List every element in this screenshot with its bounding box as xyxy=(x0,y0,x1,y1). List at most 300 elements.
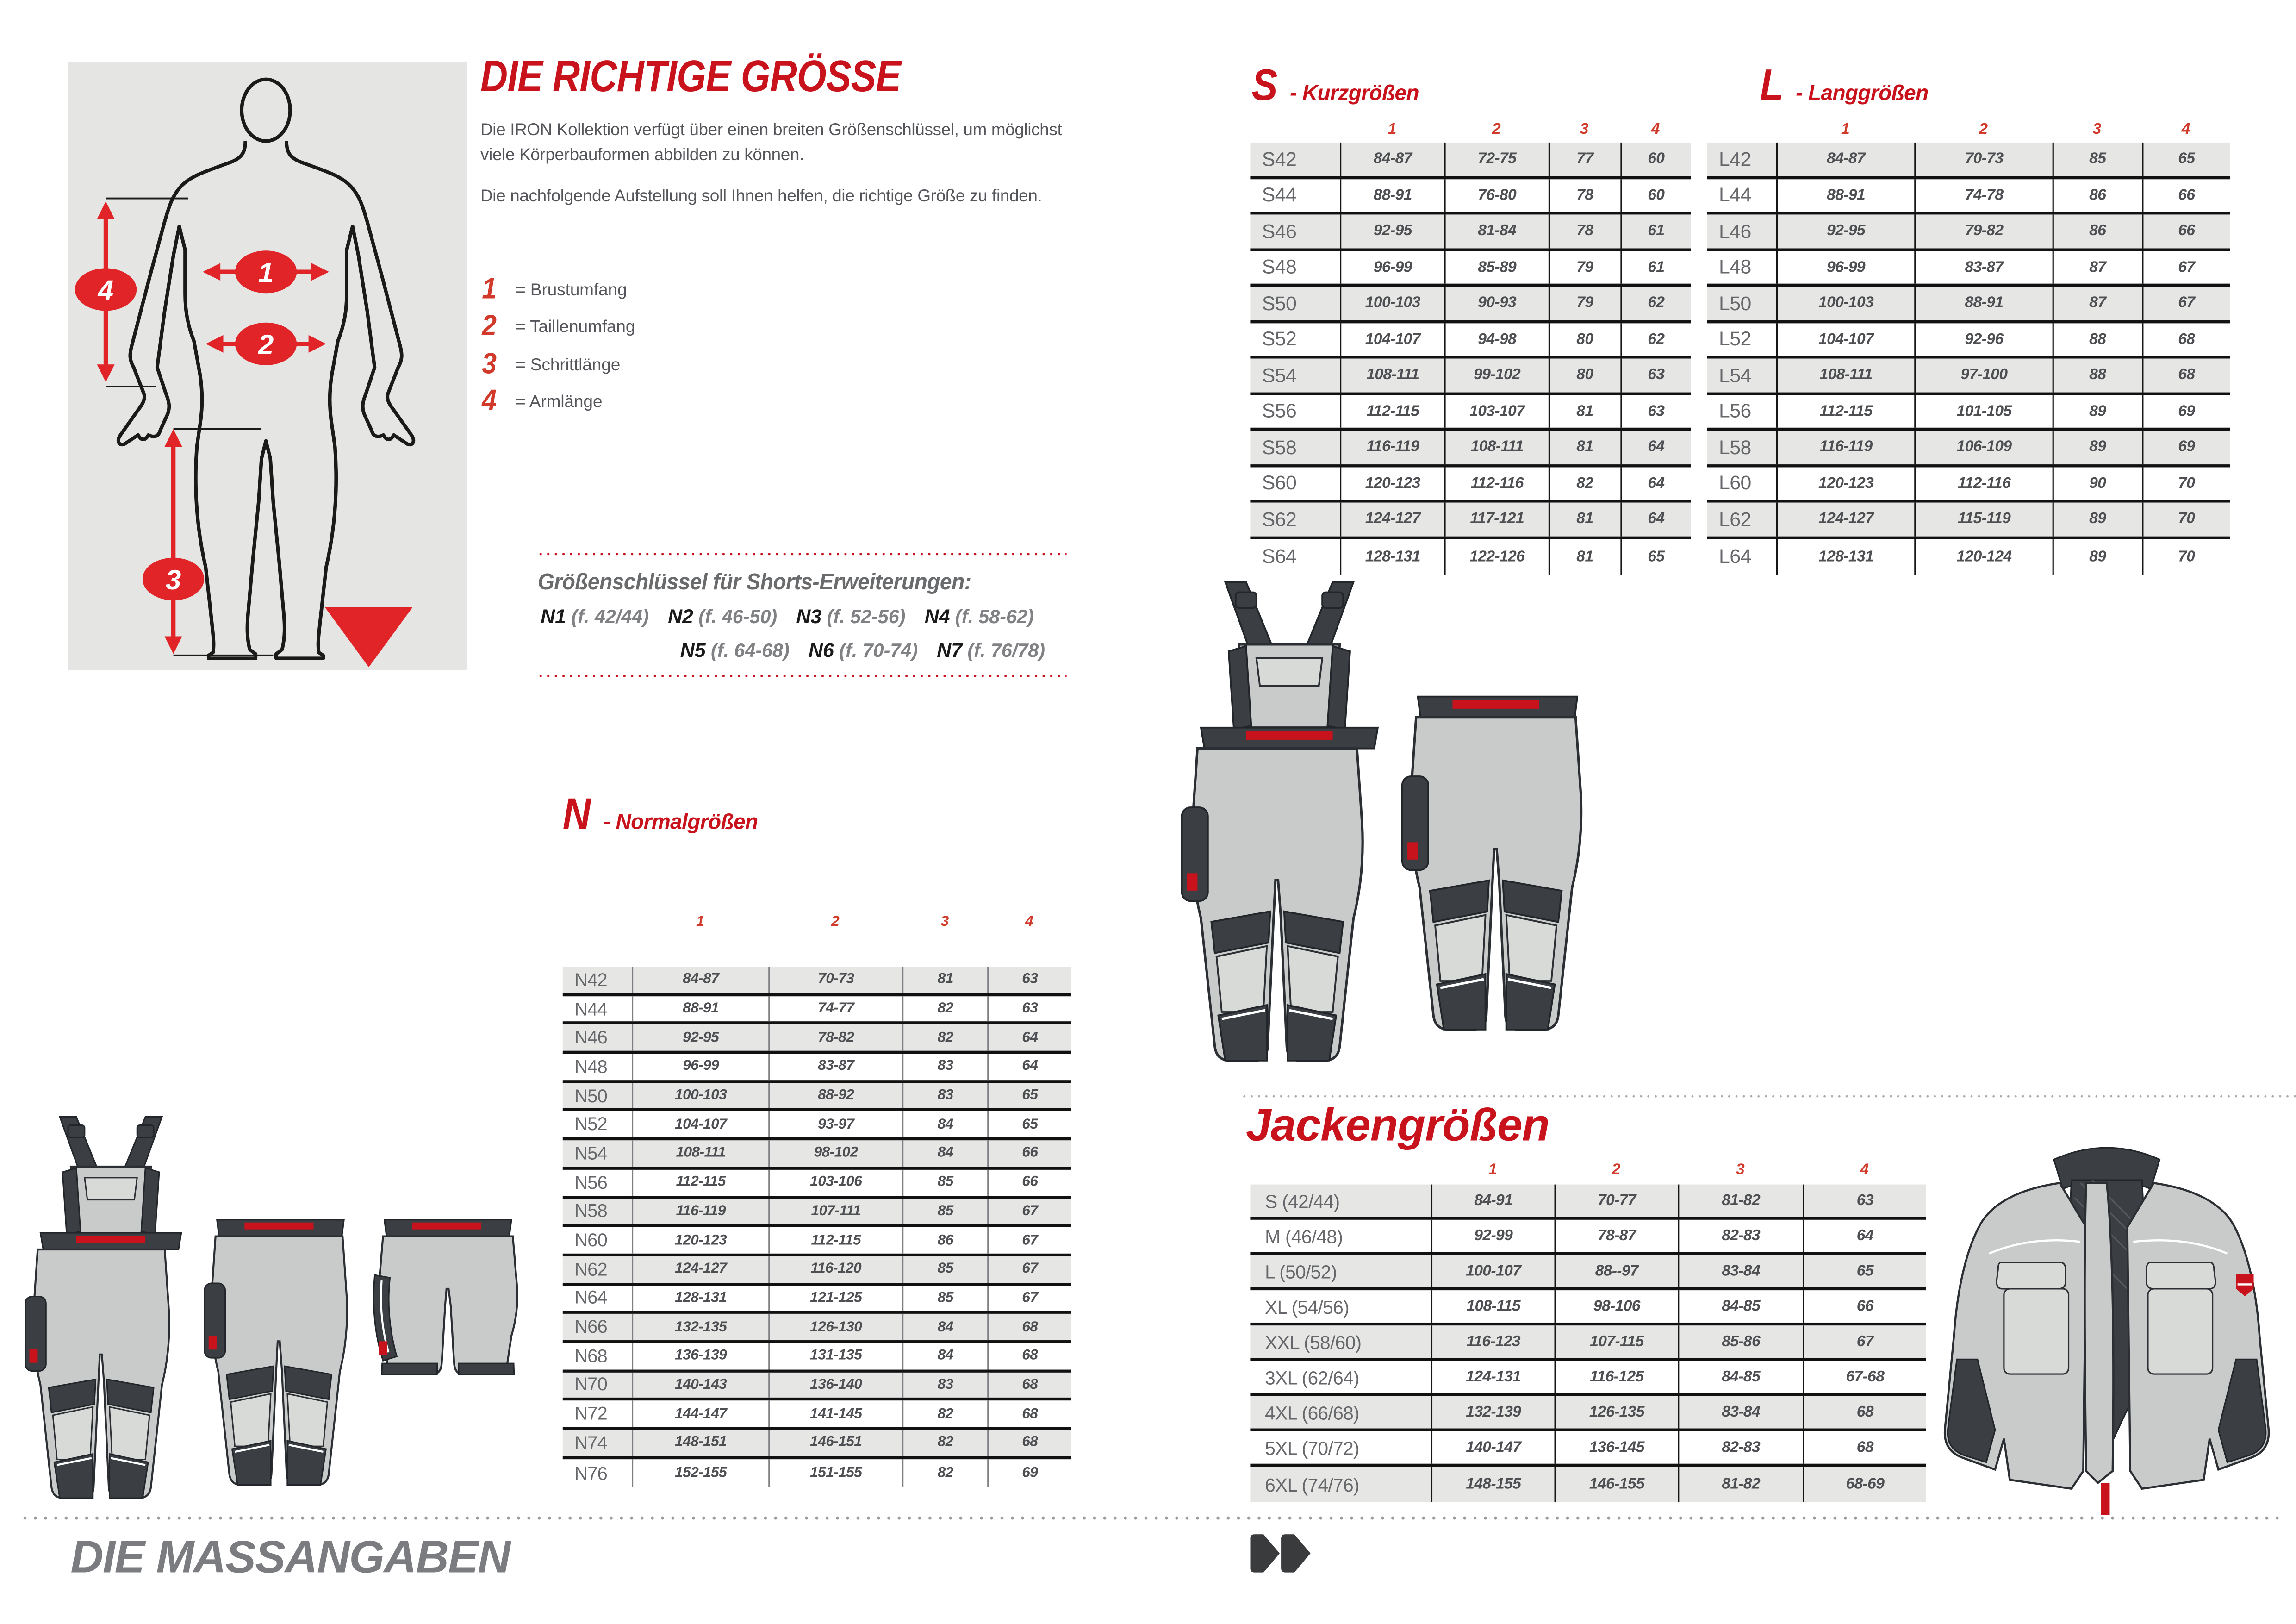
size-value: 98-102 xyxy=(768,1141,902,1167)
size-value: 67 xyxy=(2141,250,2230,283)
legend-item xyxy=(480,385,635,418)
size-label: 3XL (62/64) xyxy=(1265,1366,1359,1388)
size-value: 131-135 xyxy=(768,1343,902,1369)
table-row xyxy=(1250,323,1691,359)
legend-label: = Schrittlänge xyxy=(516,355,621,374)
size-value: 103-107 xyxy=(1444,394,1548,427)
size-value: 63 xyxy=(987,996,1071,1022)
size-value: 74-77 xyxy=(768,996,902,1022)
table-name: - Normalgrößen xyxy=(603,811,758,835)
size-value: 103-106 xyxy=(768,1169,902,1195)
size-value: 112-116 xyxy=(1444,467,1548,500)
table-row xyxy=(1707,143,2230,179)
size-value: 78 xyxy=(1549,214,1620,247)
legend-number: 4 xyxy=(482,385,497,418)
size-value: 141-145 xyxy=(768,1401,902,1427)
size-label: N50 xyxy=(574,1085,608,1106)
column-header: 1 xyxy=(696,914,704,931)
column-header: 2 xyxy=(1979,120,1988,138)
size-value: 115-119 xyxy=(1914,503,2052,536)
size-value: 79 xyxy=(1549,250,1620,283)
size-label: N62 xyxy=(574,1259,608,1280)
size-value: 82 xyxy=(902,996,987,1022)
table-row xyxy=(1707,214,2230,250)
size-label: S52 xyxy=(1262,328,1297,350)
size-value: 108-111 xyxy=(632,1141,768,1167)
size-value: 152-155 xyxy=(632,1459,768,1487)
size-value: 70 xyxy=(2141,503,2230,536)
size-value: 85 xyxy=(902,1199,987,1224)
size-label: S64 xyxy=(1262,545,1297,568)
size-label: 6XL (74/76) xyxy=(1265,1473,1359,1495)
size-value: 112-115 xyxy=(1776,394,1914,427)
size-value: 69 xyxy=(2141,394,2230,427)
size-value: 96-99 xyxy=(632,1054,768,1080)
size-value: 65 xyxy=(1620,538,1691,575)
legend-label: = Brustumfang xyxy=(516,280,627,299)
size-value: 86 xyxy=(2053,179,2141,212)
size-value: 82-83 xyxy=(1678,1431,1803,1464)
badge-4-number: 4 xyxy=(98,274,114,306)
size-value: 84-85 xyxy=(1678,1290,1803,1323)
size-value: 80 xyxy=(1549,323,1620,356)
size-label: XXL (58/60) xyxy=(1265,1330,1362,1353)
size-value: 108-111 xyxy=(1444,431,1548,463)
size-value: 77 xyxy=(1549,143,1620,175)
size-value: 126-135 xyxy=(1555,1396,1678,1429)
illustration-bib-overall-and-trousers xyxy=(1176,576,1602,1090)
size-value: 120-124 xyxy=(1914,538,2052,575)
size-value: 78 xyxy=(1549,179,1620,212)
table-row xyxy=(1250,503,1691,539)
size-value: 98-106 xyxy=(1555,1290,1678,1323)
column-header: 2 xyxy=(831,914,840,931)
size-label: L52 xyxy=(1719,328,1751,350)
table-row xyxy=(563,1285,1071,1314)
legend-item xyxy=(480,347,635,380)
table-row xyxy=(1707,538,2230,575)
size-label: N64 xyxy=(574,1288,608,1309)
table-row xyxy=(1707,394,2230,431)
size-value: 88 xyxy=(2053,359,2141,392)
size-value: 92-95 xyxy=(1776,214,1914,247)
size-value: 106-109 xyxy=(1914,431,2052,463)
table-row xyxy=(563,1314,1071,1343)
intro-paragraph-1: Die IRON Kollektion verfügt über einen breiten Größenschlüssel, um möglichst viele Körperbauformen abbilden zu können. xyxy=(480,120,1062,165)
arrowhead xyxy=(203,263,220,281)
size-value: 66 xyxy=(987,1141,1071,1167)
size-value: 83 xyxy=(902,1083,987,1109)
legend-label: = Taillenumfang xyxy=(516,317,635,337)
size-value: 117-121 xyxy=(1444,503,1548,536)
jacket-table-title xyxy=(1246,1099,1549,1152)
size-value: 60 xyxy=(1620,143,1691,175)
size-value: 74-78 xyxy=(1914,179,2052,212)
size-label: 5XL (70/72) xyxy=(1265,1436,1359,1459)
size-value: 86 xyxy=(902,1227,987,1253)
size-value: 64 xyxy=(1620,431,1691,463)
size-value: 116-120 xyxy=(768,1256,902,1282)
size-value: 112-116 xyxy=(1914,467,2052,500)
table-row xyxy=(1707,431,2230,467)
shorts-key-entry: N7 (f. 76/78) xyxy=(937,639,1045,662)
column-header: 1 xyxy=(1388,120,1396,138)
size-value: 82-83 xyxy=(1678,1220,1803,1252)
size-value: 88-91 xyxy=(1340,179,1444,212)
table-row xyxy=(563,1343,1071,1372)
size-value: 81-82 xyxy=(1678,1467,1803,1502)
size-value: 107-115 xyxy=(1555,1325,1678,1358)
size-label: L46 xyxy=(1719,220,1751,242)
intro-paragraph-2: Die nachfolgende Aufstellung soll Ihnen helfen, die richtige Größe zu finden. xyxy=(480,187,1042,206)
table-row xyxy=(1250,1467,1926,1502)
illustration-jacket xyxy=(1928,1139,2286,1527)
size-value: 121-125 xyxy=(768,1285,902,1311)
size-value: 82 xyxy=(902,1430,987,1456)
size-value: 87 xyxy=(2053,250,2141,283)
size-value: 116-119 xyxy=(1340,431,1444,463)
size-value: 85 xyxy=(2053,143,2141,175)
size-value: 148-151 xyxy=(632,1430,768,1456)
size-value: 132-135 xyxy=(632,1314,768,1340)
table-header-kurzgroessen xyxy=(1252,62,1419,112)
size-value: 83-84 xyxy=(1678,1396,1803,1429)
size-value: 85 xyxy=(902,1256,987,1282)
shorts-key-entry: N4 (f. 58-62) xyxy=(924,605,1034,628)
column-header-row xyxy=(1707,116,2230,143)
size-value: 84 xyxy=(902,1314,987,1340)
size-value: 68-69 xyxy=(1803,1467,1926,1502)
column-header: 3 xyxy=(1736,1161,1745,1179)
size-value: 61 xyxy=(1620,214,1691,247)
table-row xyxy=(1707,359,2230,395)
table-row xyxy=(563,1141,1071,1169)
size-value: 108-115 xyxy=(1431,1290,1555,1323)
size-value: 88-91 xyxy=(1914,287,2052,319)
shorts-key-entry: N6 (f. 70-74) xyxy=(809,639,918,662)
size-label: 4XL (66/68) xyxy=(1265,1401,1359,1424)
size-label: L58 xyxy=(1719,436,1751,458)
size-value: 85 xyxy=(902,1169,987,1195)
size-value: 140-143 xyxy=(632,1372,768,1398)
table-row xyxy=(1707,467,2230,503)
size-value: 81 xyxy=(1549,394,1620,427)
size-value: 67-68 xyxy=(1803,1361,1926,1393)
shorts-key-entry: N5 (f. 64-68) xyxy=(680,639,790,662)
arrowhead xyxy=(205,335,223,353)
size-value: 70 xyxy=(2141,467,2230,500)
size-label: S48 xyxy=(1262,256,1297,278)
size-label: L60 xyxy=(1719,472,1751,494)
size-label: S (42/44) xyxy=(1265,1189,1340,1212)
size-value: 101-105 xyxy=(1914,394,2052,427)
size-label: N54 xyxy=(574,1143,608,1164)
size-value: 94-98 xyxy=(1444,323,1548,356)
size-value: 79-82 xyxy=(1914,214,2052,247)
size-label: L56 xyxy=(1719,400,1751,422)
column-header: 4 xyxy=(1860,1161,1869,1179)
arrowhead xyxy=(97,201,115,219)
table-row xyxy=(563,1169,1071,1198)
size-value: 83-84 xyxy=(1678,1255,1803,1287)
measurement-legend xyxy=(480,272,635,426)
size-value: 128-131 xyxy=(1340,538,1444,575)
table-row xyxy=(563,1372,1071,1401)
table-row xyxy=(1250,143,1691,179)
size-value: 132-139 xyxy=(1431,1396,1555,1429)
shorts-key-entry: N3 (f. 52-56) xyxy=(796,605,906,628)
size-value: 82 xyxy=(902,1459,987,1487)
table-letter: N xyxy=(562,790,591,839)
size-value: 84 xyxy=(902,1141,987,1167)
table-row xyxy=(1250,1255,1926,1290)
size-label: N66 xyxy=(574,1317,608,1338)
table-row xyxy=(563,1112,1071,1140)
table-row xyxy=(1250,1431,1926,1467)
size-value: 108-111 xyxy=(1776,359,1914,392)
size-label: N70 xyxy=(574,1374,608,1395)
size-value: 85 xyxy=(902,1285,987,1311)
table-row xyxy=(563,1459,1071,1487)
size-table-langgroessen xyxy=(1707,116,2230,575)
size-value: 107-111 xyxy=(768,1199,902,1224)
size-label: N68 xyxy=(574,1346,608,1367)
size-label: N44 xyxy=(574,999,608,1019)
table-row xyxy=(1707,287,2230,323)
table-row xyxy=(1250,287,1691,323)
double-chevron-right-icon xyxy=(1250,1534,1315,1575)
arrowhead xyxy=(309,335,326,353)
size-label: S44 xyxy=(1262,184,1297,206)
size-value: 146-155 xyxy=(1555,1467,1678,1502)
table-row xyxy=(563,1430,1071,1459)
size-value: 90 xyxy=(2053,467,2141,500)
size-value: 124-127 xyxy=(632,1256,768,1282)
size-value: 69 xyxy=(987,1459,1071,1487)
table-row xyxy=(563,1401,1071,1430)
table-row xyxy=(1250,1396,1926,1431)
shorts-key-row-1 xyxy=(541,604,1066,631)
size-value: 63 xyxy=(1620,394,1691,427)
size-value: 68 xyxy=(1803,1396,1926,1429)
table-name: - Kurzgrößen xyxy=(1290,82,1419,106)
legend-item xyxy=(480,272,635,305)
size-value: 79 xyxy=(1549,287,1620,319)
size-value: 86 xyxy=(2053,214,2141,247)
page-title xyxy=(480,53,969,103)
size-value: 90-93 xyxy=(1444,287,1548,319)
size-value: 136-145 xyxy=(1555,1431,1678,1464)
column-header-row xyxy=(1250,1155,1926,1184)
size-label: N60 xyxy=(574,1230,608,1251)
arrowhead xyxy=(311,263,329,281)
size-value: 88-91 xyxy=(1776,179,1914,212)
size-table-kurzgroessen xyxy=(1250,116,1691,575)
size-value: 76-80 xyxy=(1444,179,1548,212)
size-value: 68 xyxy=(987,1372,1071,1398)
size-value: 136-139 xyxy=(632,1343,768,1369)
size-value: 65 xyxy=(987,1083,1071,1109)
size-table-normalgroessen xyxy=(563,914,1071,1487)
table-row xyxy=(563,1054,1071,1082)
size-value: 78-82 xyxy=(768,1025,902,1051)
size-value: 78-87 xyxy=(1555,1220,1678,1252)
size-value: 70 xyxy=(2141,538,2230,575)
size-value: 124-131 xyxy=(1431,1361,1555,1393)
size-value: 85-89 xyxy=(1444,250,1548,283)
size-value: 116-123 xyxy=(1431,1325,1555,1358)
size-label: S56 xyxy=(1262,400,1297,422)
size-value: 67 xyxy=(987,1285,1071,1311)
arrowhead xyxy=(165,429,182,447)
table-row xyxy=(1250,250,1691,287)
table-row xyxy=(1707,323,2230,359)
size-label: S50 xyxy=(1262,292,1297,314)
size-value: 99-102 xyxy=(1444,359,1548,392)
table-letter: S xyxy=(1251,62,1278,111)
column-header: 3 xyxy=(1580,120,1588,138)
size-value: 84-87 xyxy=(632,967,768,993)
table-header-langgroessen xyxy=(1760,62,1929,112)
garment-range-drawing xyxy=(20,1114,527,1513)
size-value: 136-140 xyxy=(768,1372,902,1398)
size-label: L50 xyxy=(1719,292,1751,314)
size-value: 80 xyxy=(1549,359,1620,392)
size-value: 66 xyxy=(2141,214,2230,247)
size-label: S62 xyxy=(1262,508,1297,531)
column-header: 4 xyxy=(1025,914,1033,931)
size-label: N48 xyxy=(574,1056,608,1077)
size-value: 83 xyxy=(902,1372,987,1398)
size-value: 84-85 xyxy=(1678,1361,1803,1393)
size-value: 81 xyxy=(1549,431,1620,463)
size-value: 151-155 xyxy=(768,1459,902,1487)
size-value: 60 xyxy=(1620,179,1691,212)
size-label: N46 xyxy=(574,1027,608,1049)
size-value: 120-123 xyxy=(1776,467,1914,500)
table-header-normalgroessen xyxy=(563,791,758,841)
table-row xyxy=(563,1199,1071,1227)
size-label: N72 xyxy=(574,1404,608,1424)
size-value: 81-84 xyxy=(1444,214,1548,247)
size-value: 124-127 xyxy=(1776,503,1914,536)
legend-number: 2 xyxy=(482,310,497,343)
size-label: S58 xyxy=(1262,436,1297,458)
column-header: 2 xyxy=(1492,120,1501,138)
table-row xyxy=(1707,250,2230,287)
size-value: 89 xyxy=(2053,503,2141,536)
size-label: L (50/52) xyxy=(1265,1260,1337,1282)
size-value: 148-155 xyxy=(1431,1467,1555,1502)
table-row xyxy=(563,1025,1071,1054)
size-value: 68 xyxy=(1803,1431,1926,1464)
size-value: 64 xyxy=(1620,467,1691,500)
column-header-row xyxy=(1250,116,1691,143)
size-label: N56 xyxy=(574,1172,608,1193)
table-row xyxy=(1250,1220,1926,1255)
size-value: 81 xyxy=(902,967,987,993)
badge-3-number: 3 xyxy=(165,563,181,595)
table-row xyxy=(563,996,1071,1024)
table-row xyxy=(1250,538,1691,575)
size-value: 88--97 xyxy=(1555,1255,1678,1287)
size-value: 128-131 xyxy=(632,1285,768,1311)
size-value: 64 xyxy=(1803,1220,1926,1252)
size-value: 68 xyxy=(2141,359,2230,392)
size-label: N42 xyxy=(574,969,608,991)
column-header: 3 xyxy=(2092,120,2101,138)
size-value: 82 xyxy=(902,1025,987,1051)
table-row xyxy=(1707,179,2230,215)
size-value: 88-92 xyxy=(768,1083,902,1109)
table-row xyxy=(1707,503,2230,539)
body-head-outline xyxy=(242,79,290,141)
shorts-key-row-2 xyxy=(680,638,1067,664)
table-row xyxy=(1250,179,1691,215)
size-value: 67 xyxy=(987,1199,1071,1224)
arrowhead xyxy=(165,637,182,654)
size-value: 104-107 xyxy=(1776,323,1914,356)
size-value: 96-99 xyxy=(1340,250,1444,283)
size-value: 128-131 xyxy=(1776,538,1914,575)
size-value: 81 xyxy=(1549,503,1620,536)
legend-label: = Armlänge xyxy=(516,392,603,412)
column-header-row xyxy=(563,914,1071,967)
size-value: 66 xyxy=(2141,179,2230,212)
size-value: 70-73 xyxy=(1914,143,2052,175)
size-value: 70-77 xyxy=(1555,1185,1678,1217)
table-row xyxy=(1250,1185,1926,1220)
size-value: 89 xyxy=(2053,394,2141,427)
size-value: 62 xyxy=(1620,323,1691,356)
size-value: 68 xyxy=(987,1401,1071,1427)
size-value: 84-87 xyxy=(1776,143,1914,175)
size-value: 116-119 xyxy=(1776,431,1914,463)
size-value: 146-151 xyxy=(768,1430,902,1456)
table-row xyxy=(1250,1290,1926,1325)
size-value: 68 xyxy=(2141,323,2230,356)
column-header: 3 xyxy=(940,914,949,931)
size-value: 104-107 xyxy=(632,1112,768,1137)
legend-number: 1 xyxy=(482,272,497,305)
section-divider-dotted xyxy=(1241,1093,2296,1099)
size-value: 84-87 xyxy=(1340,143,1444,175)
size-value: 67 xyxy=(2141,287,2230,319)
legend-item xyxy=(480,310,635,343)
jacket-size-table xyxy=(1250,1155,1926,1502)
badge-1-number: 1 xyxy=(258,256,274,288)
illustration-garment-range xyxy=(20,1114,527,1513)
size-value: 65 xyxy=(1803,1255,1926,1287)
footer-divider-dotted xyxy=(20,1515,2278,1521)
table-row xyxy=(1250,467,1691,503)
size-value: 126-130 xyxy=(768,1314,902,1340)
size-value: 140-147 xyxy=(1431,1431,1555,1464)
size-label: L44 xyxy=(1719,184,1751,206)
size-label: S42 xyxy=(1262,148,1297,170)
dotted-rule-top xyxy=(538,551,1067,557)
table-letter: L xyxy=(1760,62,1784,111)
size-value: 112-115 xyxy=(1340,394,1444,427)
size-label: N58 xyxy=(574,1201,608,1222)
shorts-key-heading: Größenschlüssel für Shorts-Erweiterungen: xyxy=(537,570,971,595)
size-value: 72-75 xyxy=(1444,143,1548,175)
size-label: N52 xyxy=(574,1114,608,1135)
size-value: 83-87 xyxy=(1914,250,2052,283)
table-row xyxy=(1250,214,1691,250)
size-value: 89 xyxy=(2053,431,2141,463)
size-label: L42 xyxy=(1719,148,1751,170)
